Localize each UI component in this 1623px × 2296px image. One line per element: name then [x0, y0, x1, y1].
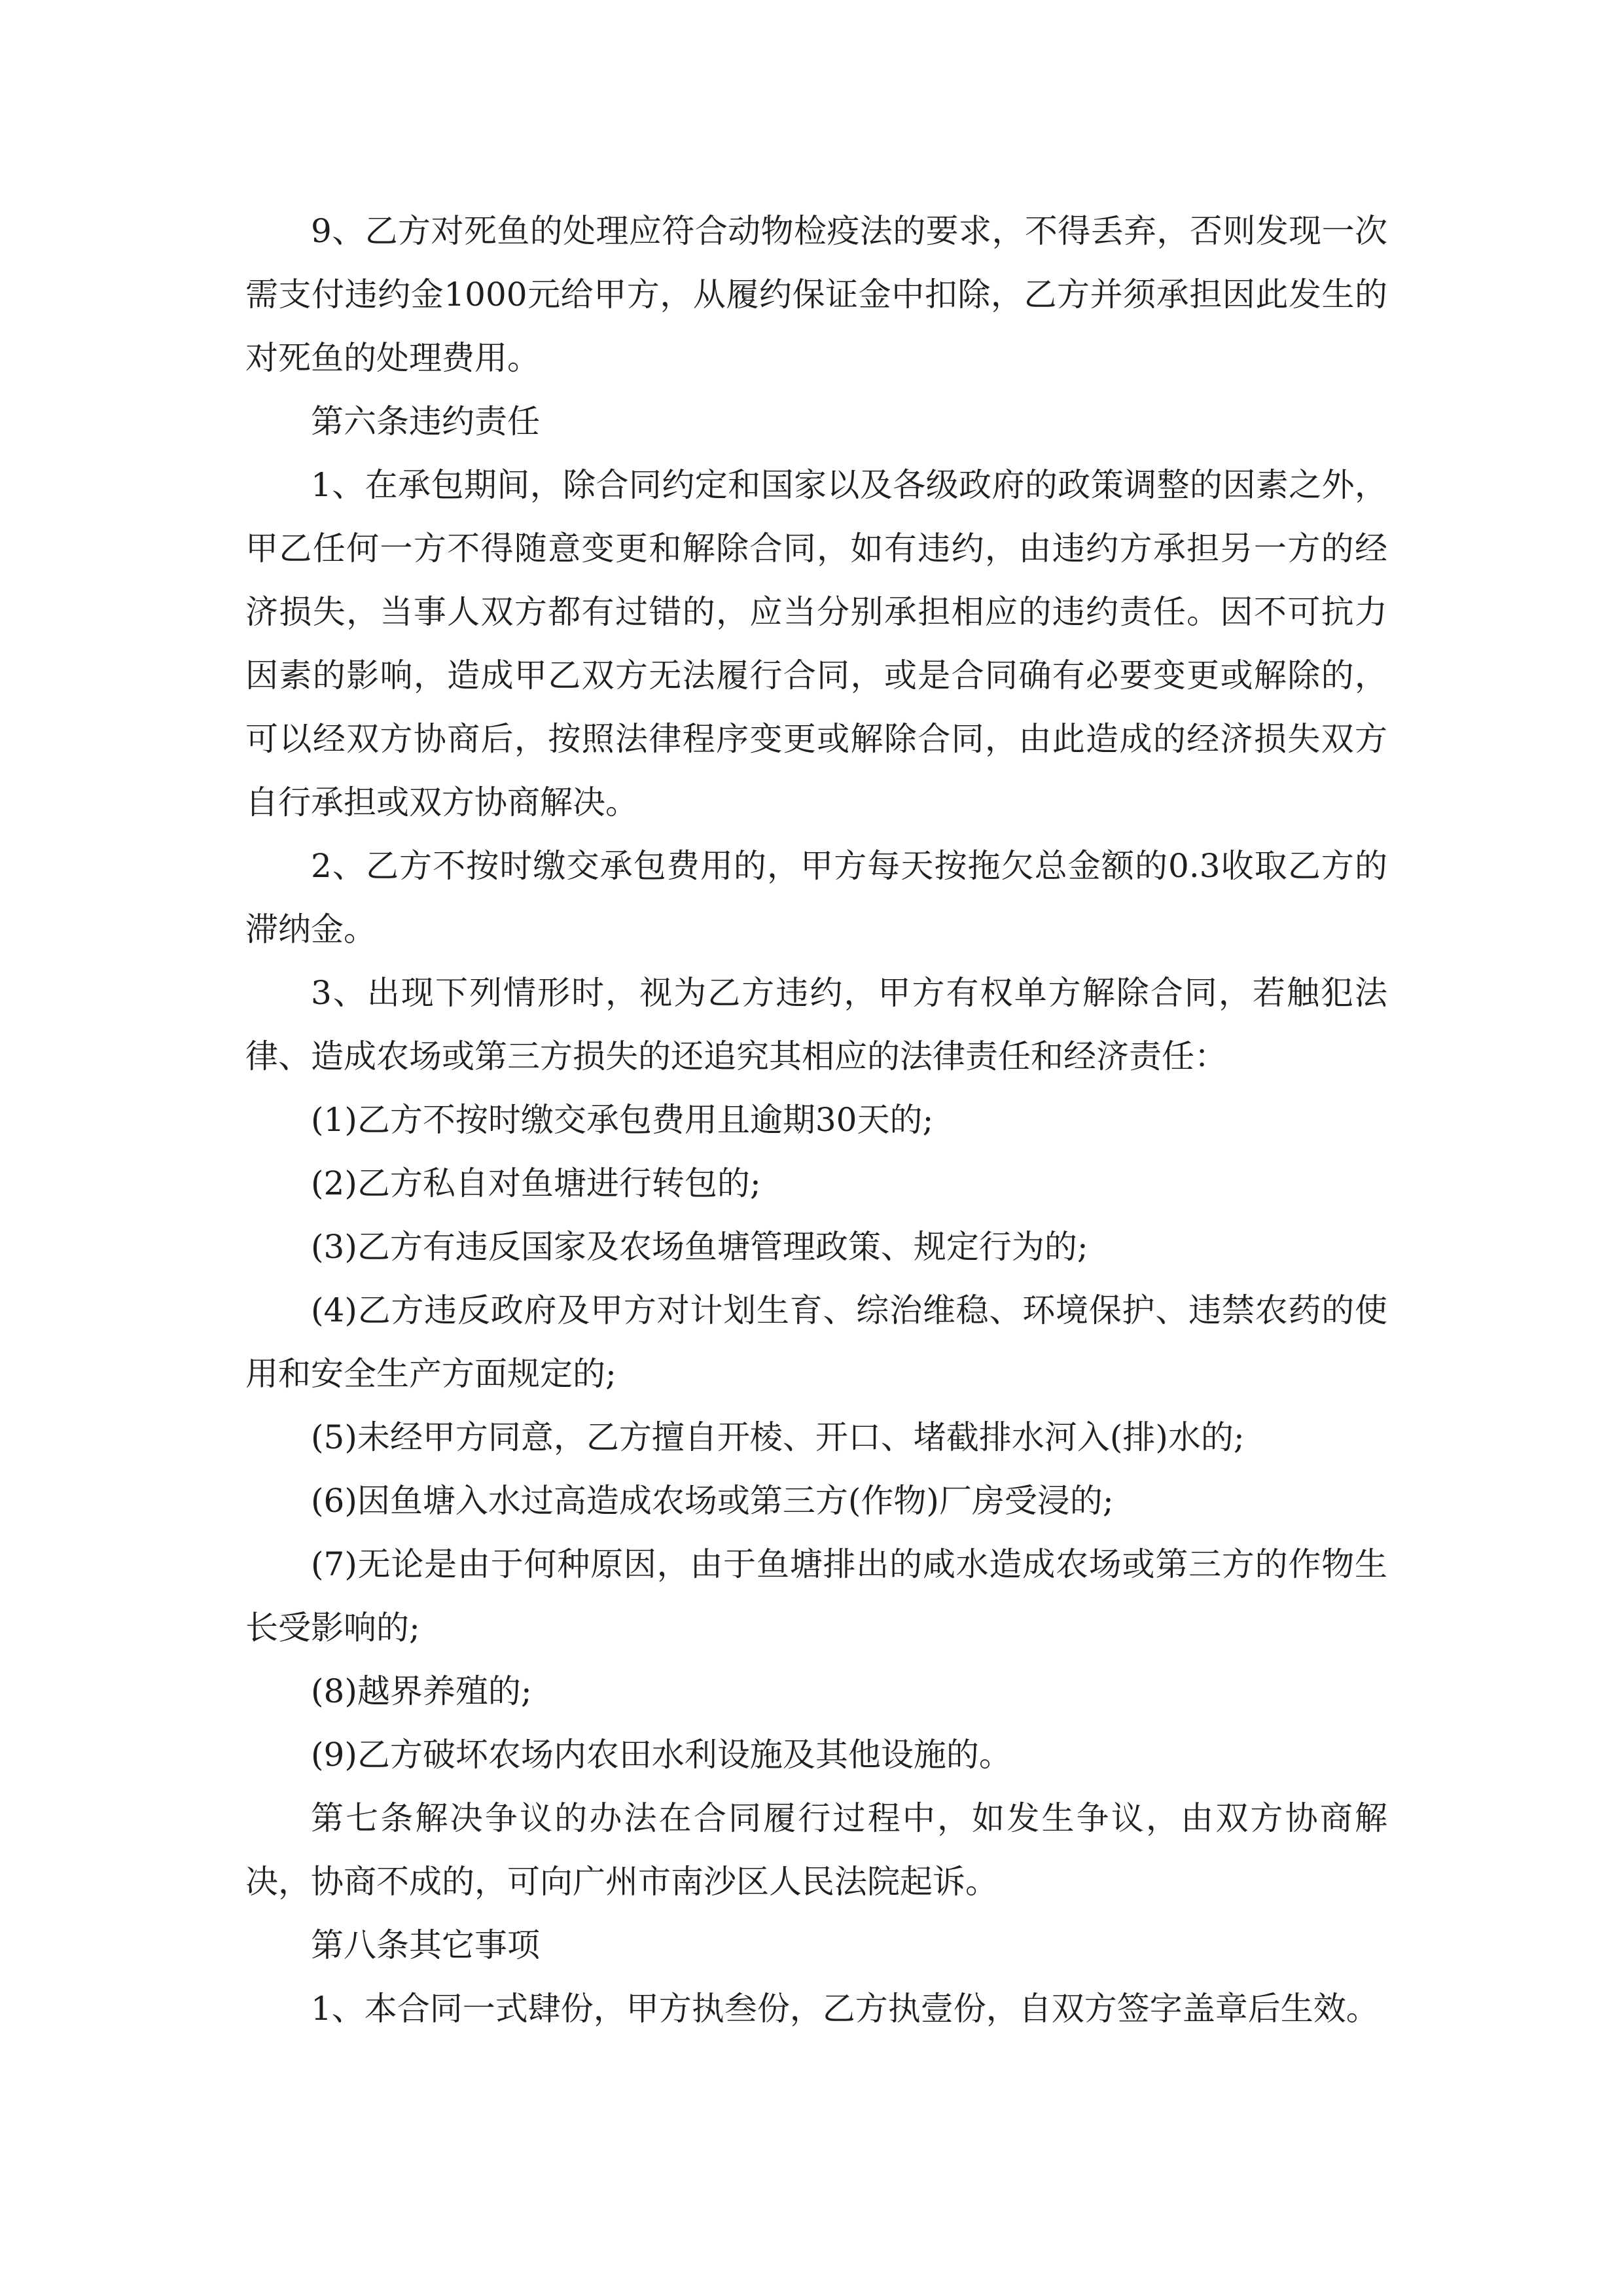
paragraph-8-1-copies-effective: 1、本合同一式肆份，甲方执叁份，乙方执壹份，自双方签字盖章后生效。 — [311, 1990, 1379, 2028]
document-body — [245, 200, 1387, 2041]
list-item-breach-8: (8)越界养殖的; — [311, 1672, 532, 1710]
paragraph-6-2-late-fee: 2、乙方不按时缴交承包费用的，甲方每天按拖欠总金额的0.3收取乙方的滞纳金。 — [245, 847, 1387, 948]
heading-article-6-breach-liability: 第六条违约责任 — [311, 403, 540, 440]
list-item-breach-1: (1)乙方不按时缴交承包费用且逾期30天的; — [311, 1101, 934, 1139]
paragraph-6-3-breach-conditions: 3、出现下列情形时，视为乙方违约，甲方有权单方解除合同，若触犯法律、造成农场或第三方损失的还追究其相应的法律责任和经济责任： — [245, 974, 1387, 1075]
list-item-breach-6: (6)因鱼塘入水过高造成农场或第三方(作物)厂房受浸的; — [311, 1482, 1114, 1520]
list-item-breach-5: (5)未经甲方同意，乙方擅自开棱、开口、堵截排水河入(排)水的; — [311, 1418, 1245, 1456]
paragraph-article-7-dispute-resolution: 第七条解决争议的办法在合同履行过程中，如发生争议，由双方协商解决，协商不成的，可向广州市南沙区人民法院起诉。 — [245, 1799, 1387, 1901]
heading-article-8-other-matters: 第八条其它事项 — [311, 1926, 540, 1964]
paragraph-6-1-contract-change: 1、在承包期间，除合同约定和国家以及各级政府的政策调整的因素之外，甲乙任何一方不得随意变更和解除合同，如有违约，由违约方承担另一方的经济损失，当事人双方都有过错的，应当分别承担相应的违约责任。因不可抗力因素的影响，造成甲乙双方无法履行合同，或是合同确有必要变更或解除的，可以经双方协商后，按照法律程序变更或解除合同，由此造成的经济损失双方自行承担或双方协商解决。 — [245, 466, 1387, 821]
list-item-breach-2: (2)乙方私自对鱼塘进行转包的; — [311, 1164, 761, 1202]
list-item-breach-4: (4)乙方违反政府及甲方对计划生育、综治维稳、环境保护、违禁农药的使用和安全生产方面规定的; — [245, 1291, 1387, 1393]
list-item-breach-7: (7)无论是由于何种原因，由于鱼塘排出的咸水造成农场或第三方的作物生长受影响的; — [245, 1545, 1387, 1647]
paragraph-dead-fish-handling: 9、乙方对死鱼的处理应符合动物检疫法的要求，不得丢弃，否则发现一次需支付违约金1000元给甲方，从履约保证金中扣除，乙方并须承担因此发生的对死鱼的处理费用。 — [245, 212, 1387, 377]
list-item-breach-3: (3)乙方有违反国家及农场鱼塘管理政策、规定行为的; — [311, 1228, 1088, 1266]
list-item-breach-9: (9)乙方破坏农场内农田水利设施及其他设施的。 — [311, 1736, 1012, 1774]
